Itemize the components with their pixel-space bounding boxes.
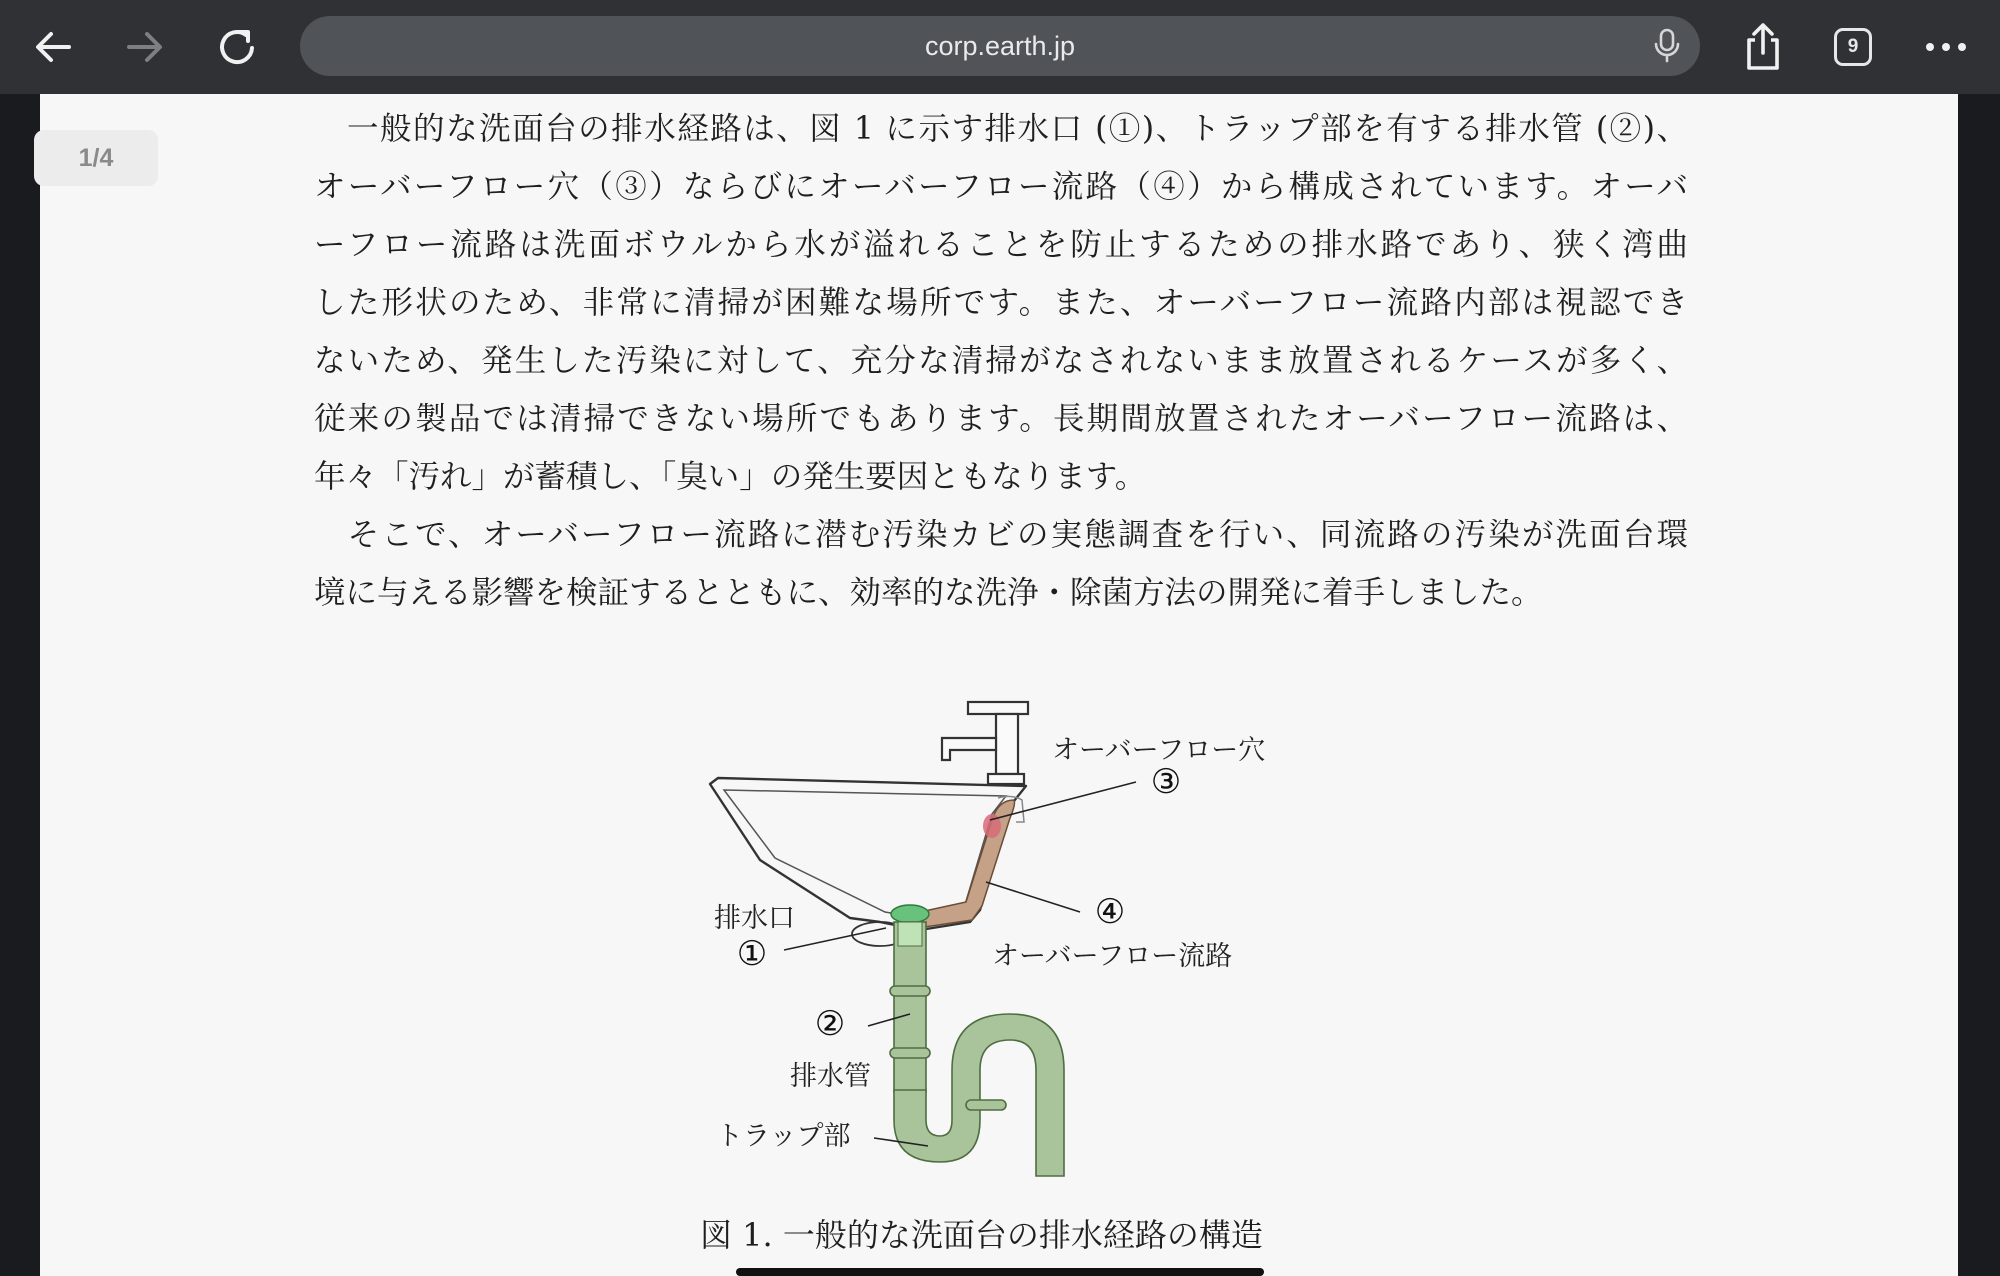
drain-outlet	[891, 905, 929, 923]
label-overflow-channel: オーバーフロー流路	[992, 941, 1233, 972]
text-line: 従来の製品では清掃できない場所でもあります。長期間放置されたオーバーフロー流路は、	[314, 401, 1688, 437]
label-trap: トラップ部	[716, 1121, 851, 1152]
microphone-icon	[1652, 28, 1682, 64]
arrow-left-icon	[31, 25, 75, 69]
drain-pipe	[894, 922, 926, 1092]
share-button[interactable]	[1728, 12, 1798, 82]
share-icon	[1741, 22, 1785, 72]
sink-drainage-figure	[680, 690, 1320, 1190]
tabs-button[interactable]	[1834, 28, 1872, 66]
text-line: ないため、発生した汚染に対して、充分な清掃がなされないまま放置されるケースが多く、	[314, 343, 1688, 379]
text-line: した形状のため、非常に清掃が困難な場所です。また、オーバーフロー流路内部は視認でき	[314, 285, 1688, 321]
number-3: ③	[1150, 762, 1182, 802]
back-button[interactable]	[18, 12, 88, 82]
text-line: 年々「汚れ」が蓄積し、「臭い」の発生要因ともなります。	[314, 459, 1147, 495]
label-overflow-hole: オーバーフロー穴	[1052, 735, 1266, 766]
number-2: ②	[814, 1004, 846, 1044]
more-icon	[1924, 41, 1968, 53]
reload-icon	[215, 24, 261, 70]
text-line: オーバーフロー穴（③）ならびにオーバーフロー流路（④）から構成されています。オーバ	[314, 169, 1688, 205]
more-button[interactable]	[1911, 12, 1981, 82]
home-indicator[interactable]	[736, 1268, 1264, 1276]
figure-caption: 図 1. 一般的な洗面台の排水経路の構造	[700, 1216, 1263, 1254]
label-drain-pipe: 排水管	[790, 1061, 871, 1092]
text-line: 境に与える影響を検証するとともに、効率的な洗浄・除菌方法の開発に着手しました。	[314, 575, 1543, 611]
tab-count-label: 9	[1847, 36, 1859, 57]
address-bar[interactable]	[300, 16, 1700, 76]
mic-button[interactable]	[1650, 29, 1684, 63]
arrow-right-icon	[123, 25, 167, 69]
url-text: corp.earth.jp	[924, 31, 1076, 61]
forward-button[interactable]	[110, 12, 180, 82]
page-indicator: 1/4	[34, 130, 158, 186]
reload-button[interactable]	[203, 12, 273, 82]
faucet-illustration	[942, 702, 1028, 784]
text-line: 一般的な洗面台の排水経路は、図 1 に示す排水口 (①)、トラップ部を有する排水管 (②)、	[314, 111, 1688, 147]
body-paragraph	[314, 100, 1688, 622]
text-line: ーフロー流路は洗面ボウルから水が溢れることを防止するための排水路であり、狭く湾曲	[314, 227, 1688, 263]
text-line: そこで、オーバーフロー流路に潜む汚染カビの実態調査を行い、同流路の汚染が洗面台環	[314, 517, 1688, 553]
browser-toolbar	[0, 0, 2000, 94]
label-drain-outlet: 排水口	[714, 903, 795, 934]
overflow-channel	[918, 800, 1015, 928]
number-4: ④	[1094, 892, 1126, 932]
number-1: ①	[736, 934, 768, 974]
